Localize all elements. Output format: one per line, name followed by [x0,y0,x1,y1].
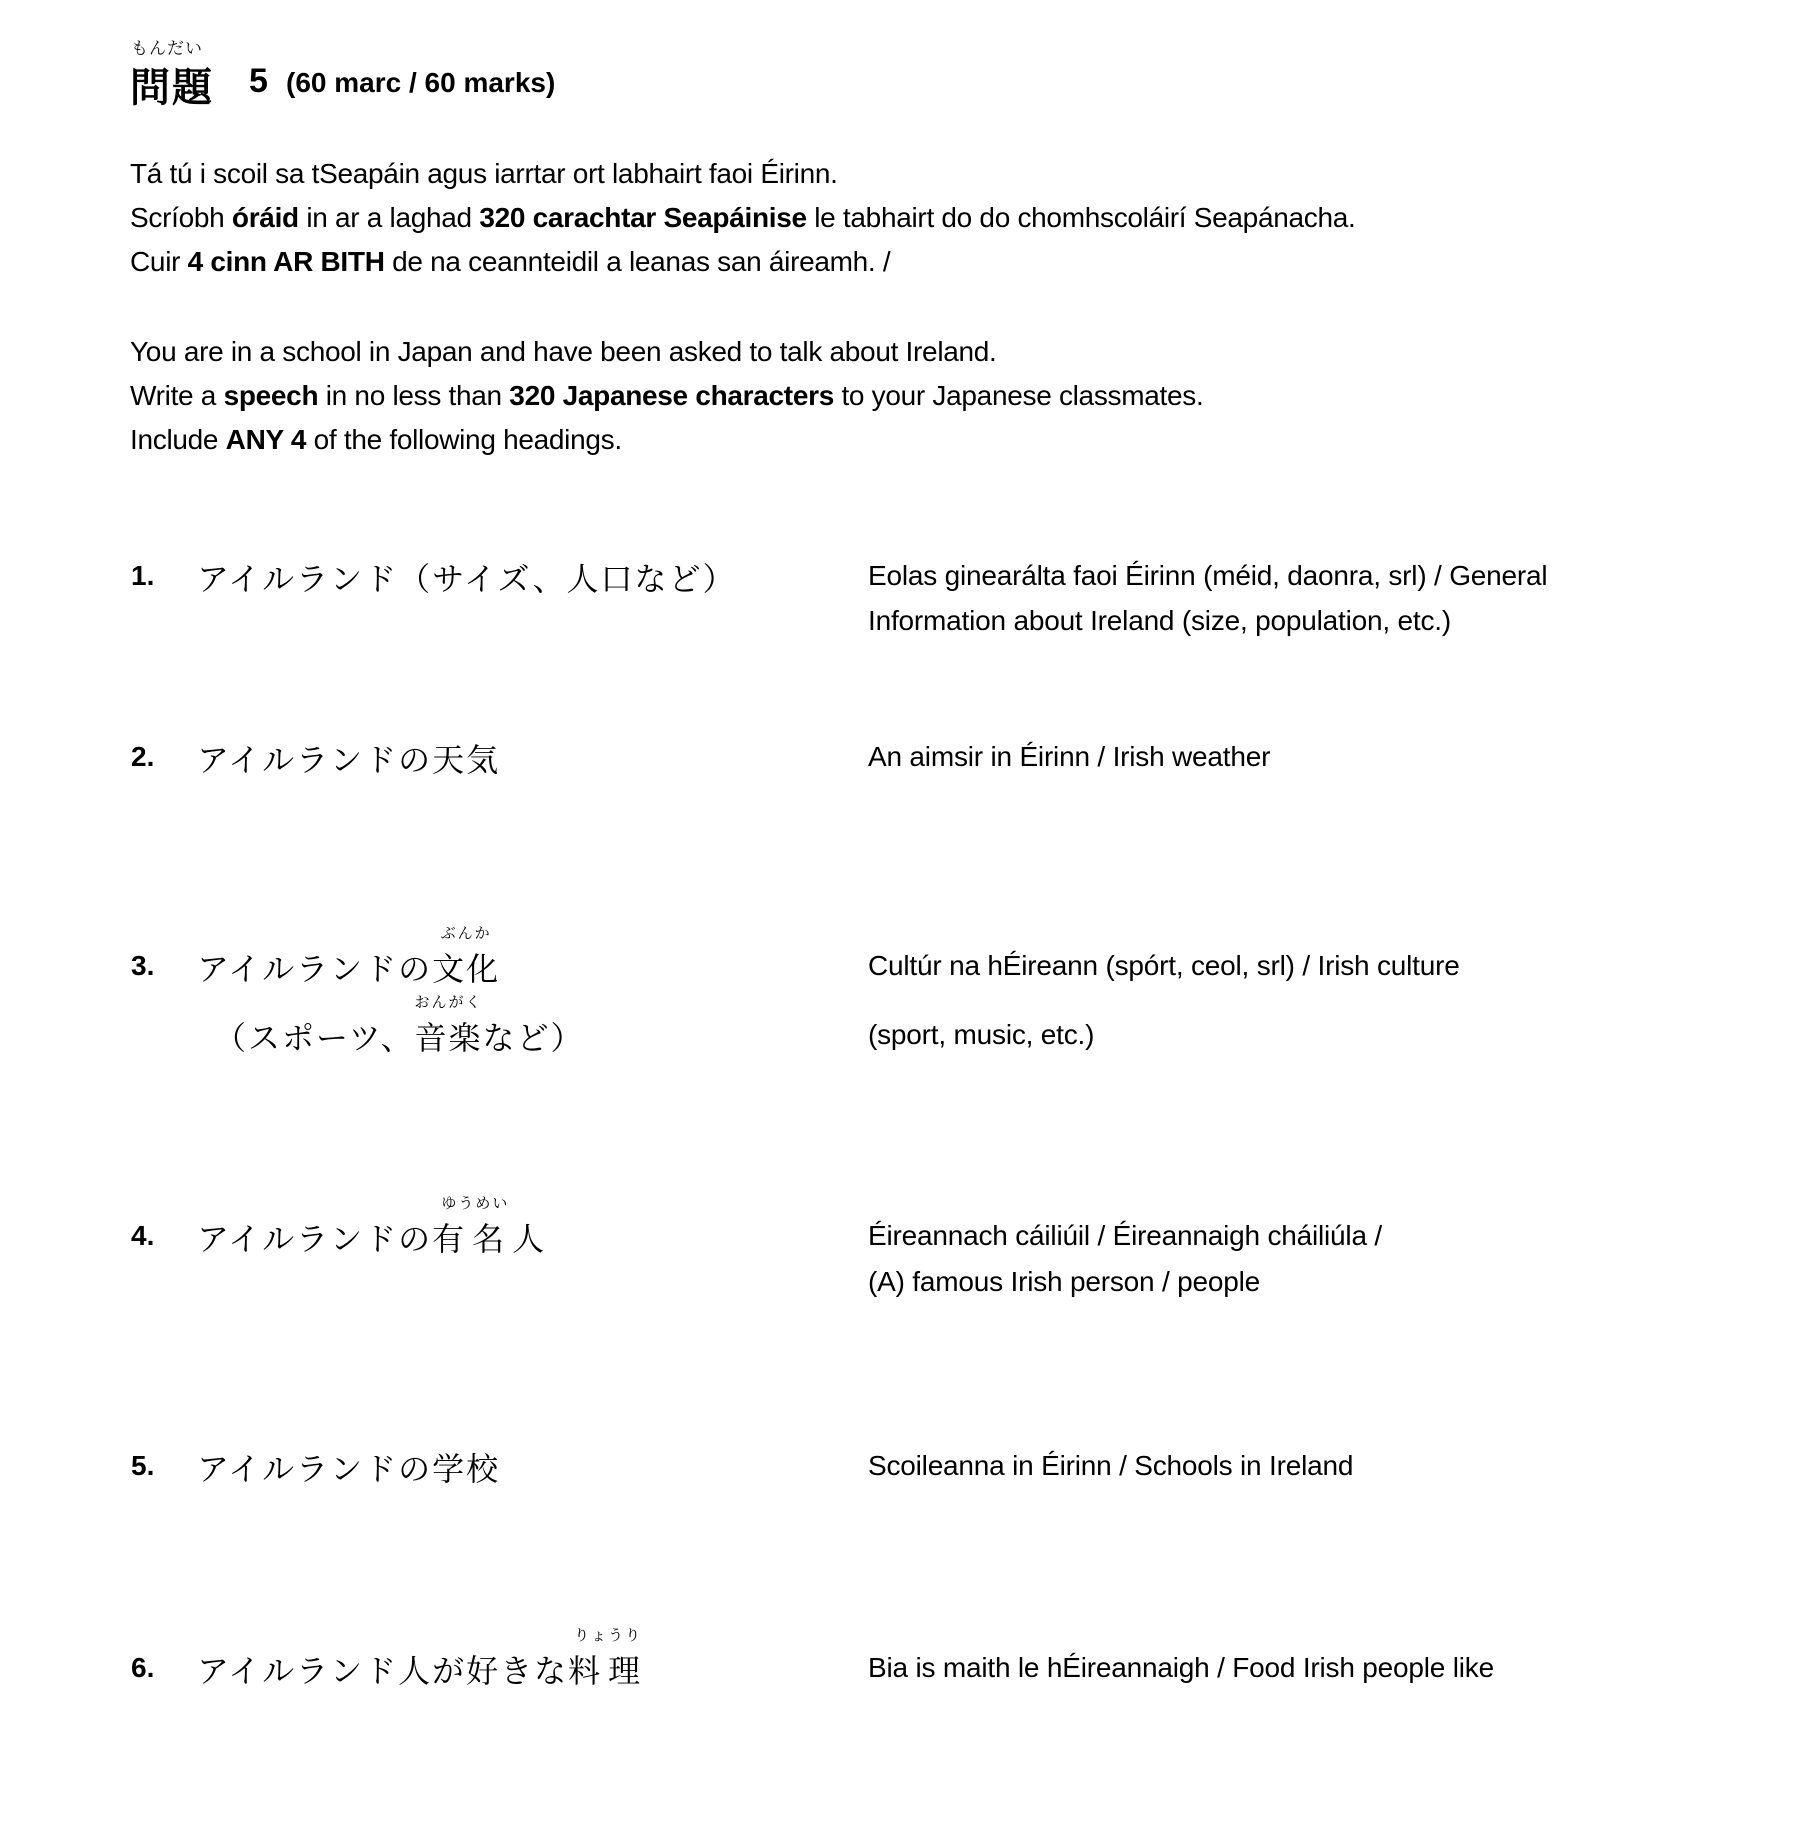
emphasis-any-4: 4 cinn AR BITH [187,246,385,277]
question-number: 5 [249,62,268,100]
ruby-base: 有名人 [432,1220,553,1258]
ruby-base: 文化 [432,950,501,988]
instruction-irish-line1: Tá tú i scoil sa tSeapáin agus iarrtar ort labhairt faoi Éirinn. [130,158,838,189]
heading-translation-line2: (A) famous Irish person / people [868,1266,1261,1297]
title-furigana: もんだい [131,39,203,59]
text: to your Japanese classmates. [833,380,1204,411]
heading-number: 2. [131,741,155,772]
text: Include [130,424,226,455]
emphasis-char-count: 320 Japanese characters [509,380,834,411]
heading-translation-line1: Bia is maith le hÉireannaigh / Food Irish people like [868,1652,1494,1683]
text: Scríobh [130,202,232,233]
ruby-ryouri [568,1626,649,1692]
question-marks: (60 marc / 60 marks) [286,67,556,98]
text: Write a [130,380,224,411]
text: アイルランド人が好きな [197,1652,569,1690]
ruby-ongaku [414,993,483,1059]
text: in ar a laghad [298,202,480,233]
heading-translation-line1: Scoileanna in Éirinn / Schools in Ireland [868,1450,1354,1481]
heading-number: 5. [131,1450,155,1481]
text: le tabhairt do do chomhscoláirí Seapánacha. [806,202,1356,233]
heading-japanese-line1 [197,924,501,990]
ruby-base: 音楽 [414,1019,483,1057]
heading-translation-line2: Information about Ireland (size, population, etc.) [868,605,1452,636]
furigana: りょうり [574,1626,643,1644]
text: アイルランドの [197,1220,433,1258]
text: of the following headings. [306,424,622,455]
text: Cuir [130,246,188,277]
heading-number: 3. [131,950,155,981]
heading-number: 6. [131,1652,155,1683]
furigana: ぶんか [440,924,492,942]
heading-translation-line2: (sport, music, etc.) [868,1019,1095,1050]
heading-translation-line1: Éireannach cáiliúil / Éireannaigh cháiliúla / [868,1220,1382,1251]
emphasis-any-4: ANY 4 [225,424,307,455]
heading-japanese: アイルランド（サイズ、人口など） [197,560,737,598]
text: アイルランドの [197,950,433,988]
text: de na ceannteidil a leanas san áireamh. / [384,246,891,277]
emphasis-speech: speech [223,380,319,411]
instruction-english-line2 [130,374,1203,418]
emphasis-speech: óráid [231,202,299,233]
instruction-english-line1: You are in a school in Japan and have been asked to talk about Ireland. [130,336,997,367]
text: （スポーツ、 [214,1019,415,1057]
ruby-bunka [432,924,501,990]
heading-translation-line1: An aimsir in Éirinn / Irish weather [868,741,1271,772]
heading-japanese: アイルランドの天気 [197,741,501,779]
text: など） [482,1019,585,1057]
heading-number: 4. [131,1220,155,1251]
instruction-irish-line2 [130,196,1356,240]
heading-japanese-line2 [214,993,585,1059]
instruction-irish-line3 [130,240,890,284]
instruction-english-line3 [130,418,622,462]
heading-japanese [197,1626,649,1692]
heading-japanese [197,1194,553,1260]
heading-translation-line1: Eolas ginearálta faoi Éirinn (méid, daonra, srl) / General [868,560,1548,591]
heading-japanese: アイルランドの学校 [197,1450,501,1488]
furigana: おんがく [414,993,483,1011]
emphasis-char-count: 320 carachtar Seapáinise [479,202,807,233]
heading-number: 1. [131,560,155,591]
question-label-kanji: 問題 [130,65,214,111]
ruby-base: 料理 [568,1652,649,1690]
heading-translation-line1: Cultúr na hÉireann (spórt, ceol, srl) / Irish culture [868,950,1460,981]
furigana: ゆうめい [441,1194,510,1212]
text: in no less than [318,380,510,411]
ruby-yuumeijin [432,1194,553,1260]
